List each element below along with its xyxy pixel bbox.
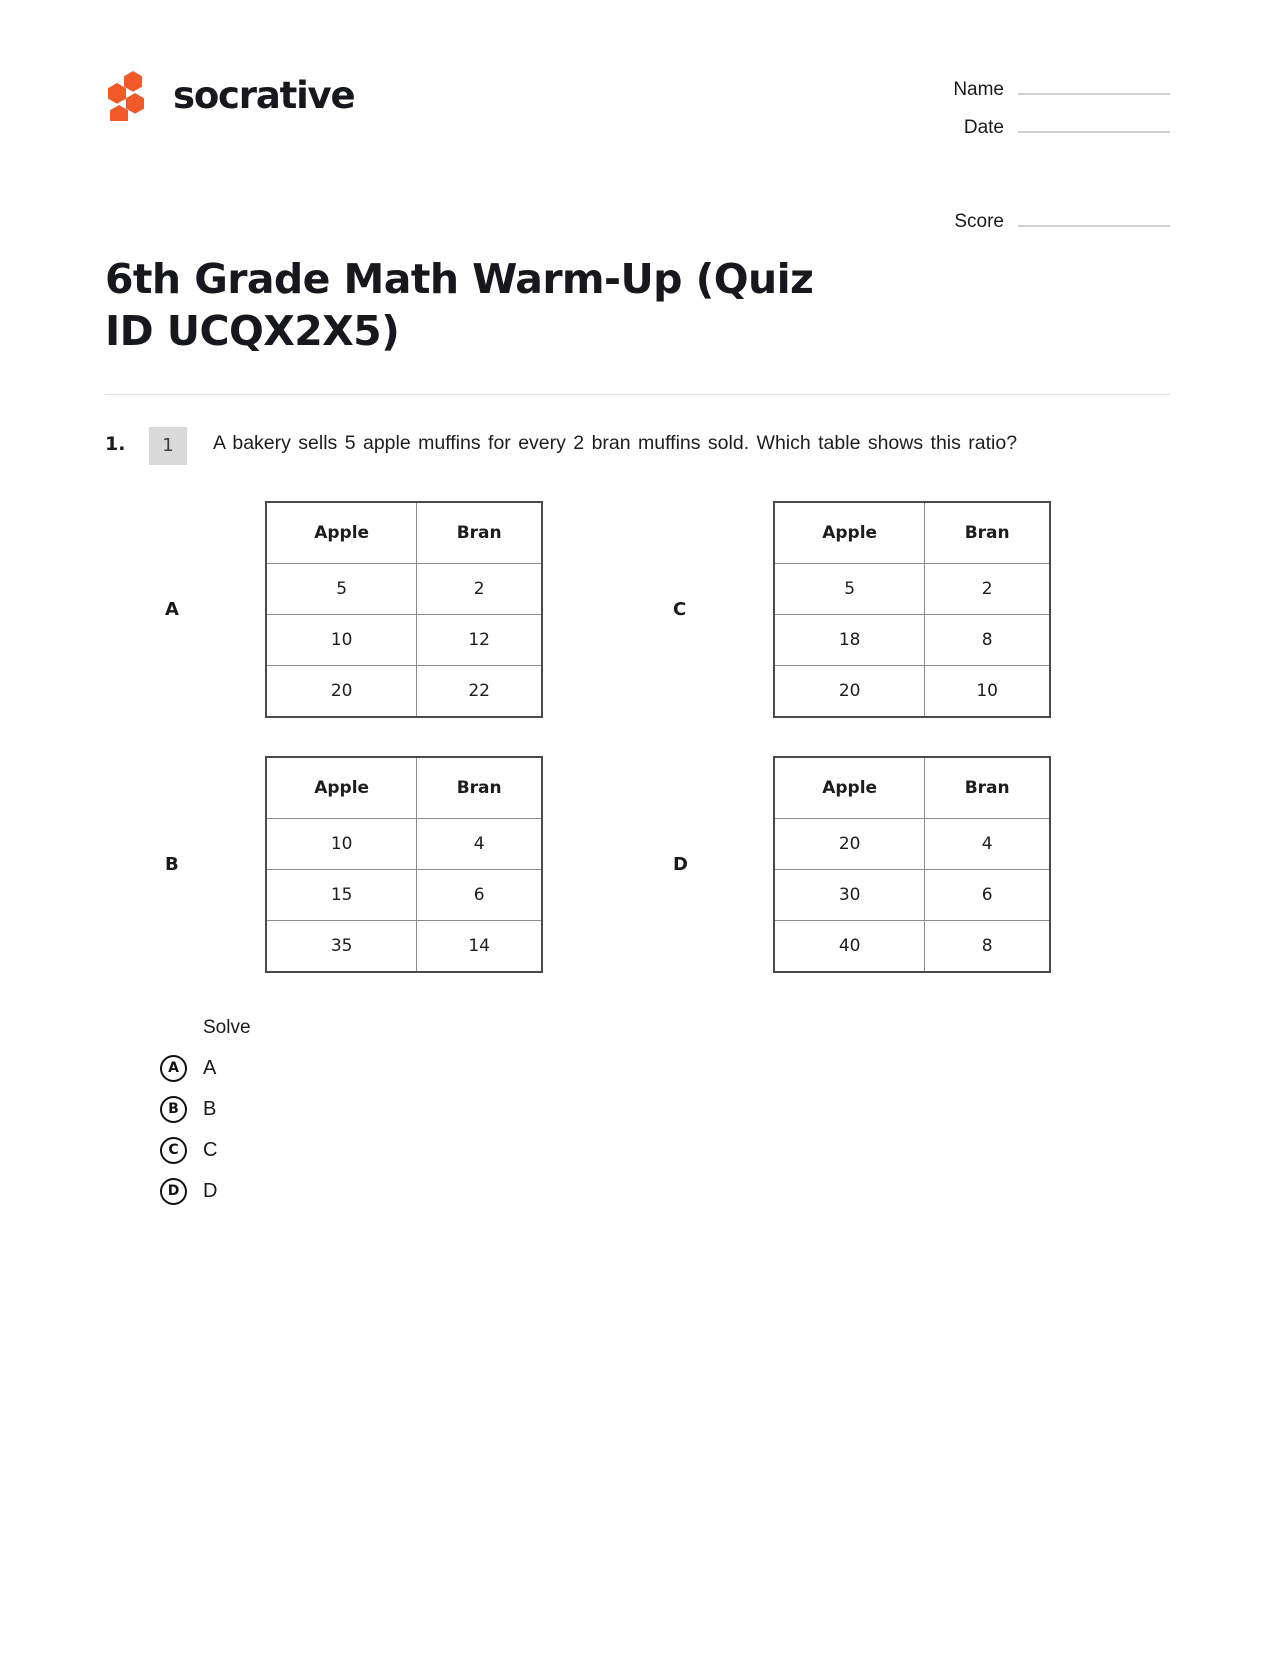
answer-bubble-b[interactable]: B <box>160 1096 187 1123</box>
cell-apple: 18 <box>774 614 925 665</box>
cell-apple: 20 <box>774 665 925 717</box>
cell-apple: 40 <box>774 920 925 972</box>
answer-label-c: C <box>203 1138 218 1161</box>
answer-bubble-c[interactable]: C <box>160 1137 187 1164</box>
cell-apple: 35 <box>266 920 417 972</box>
name-field-label: Name <box>953 79 1004 100</box>
answer-choice-a[interactable] <box>160 1055 1275 1082</box>
table-row <box>266 665 542 717</box>
question-number: 1. <box>105 432 126 455</box>
table-row <box>774 920 1050 972</box>
table-row <box>774 563 1050 614</box>
table-row <box>774 818 1050 869</box>
answer-choice-c[interactable] <box>160 1137 1275 1164</box>
answer-label-b: B <box>203 1097 217 1120</box>
answer-choice-b[interactable] <box>160 1096 1275 1123</box>
cell-bran: 2 <box>417 563 542 614</box>
table-row <box>266 614 542 665</box>
socrative-hexagons-logo-icon <box>105 69 157 121</box>
table-option-d-letter: D <box>673 853 688 875</box>
student-meta-fields <box>915 73 1170 243</box>
name-field-row <box>915 73 1170 101</box>
cell-bran: 22 <box>417 665 542 717</box>
question-block <box>0 423 1275 465</box>
score-field-label: Score <box>954 211 1004 232</box>
answer-bubble-d[interactable]: D <box>160 1178 187 1205</box>
date-field-label: Date <box>963 117 1004 138</box>
page-title: 6th Grade Math Warm-Up (Quiz ID UCQX2X5) <box>105 255 814 356</box>
question-badge: 1 <box>149 427 187 465</box>
cell-bran: 10 <box>925 665 1050 717</box>
title-block <box>0 245 1275 358</box>
table-header-row <box>266 757 542 819</box>
cell-apple: 10 <box>266 614 417 665</box>
ratio-table-d <box>773 756 1051 973</box>
cell-bran: 4 <box>925 818 1050 869</box>
cell-bran: 8 <box>925 614 1050 665</box>
ratio-table-c <box>773 501 1051 718</box>
cell-apple: 10 <box>266 818 417 869</box>
date-field-row <box>915 111 1170 139</box>
date-field-line[interactable] <box>1018 111 1170 133</box>
cell-apple: 20 <box>266 665 417 717</box>
table-row <box>266 818 542 869</box>
question-header <box>105 423 1170 465</box>
table-row <box>774 665 1050 717</box>
answer-label-a: A <box>203 1056 217 1079</box>
column-header-apple: Apple <box>266 757 417 819</box>
table-row <box>774 614 1050 665</box>
table-option-c <box>615 501 1115 718</box>
column-header-apple: Apple <box>774 757 925 819</box>
score-field-row <box>915 205 1170 233</box>
table-row <box>266 869 542 920</box>
answer-label-d: D <box>203 1179 218 1202</box>
answer-section-heading: Solve <box>203 1016 251 1038</box>
column-header-apple: Apple <box>266 502 417 564</box>
header-divider <box>105 394 1170 395</box>
column-header-bran: Bran <box>417 502 542 564</box>
tables-row-top <box>105 501 1275 718</box>
score-field-line[interactable] <box>1018 205 1170 227</box>
tables-row-bottom <box>105 756 1275 973</box>
column-header-bran: Bran <box>925 502 1050 564</box>
page-header <box>0 0 1275 243</box>
table-option-b <box>105 756 605 973</box>
table-option-c-letter: C <box>673 598 687 620</box>
table-option-b-letter: B <box>165 853 179 875</box>
brand-logo <box>105 69 354 121</box>
table-header-row <box>774 502 1050 564</box>
column-header-bran: Bran <box>417 757 542 819</box>
answer-tables-area <box>0 501 1275 973</box>
table-option-a <box>105 501 605 718</box>
table-row <box>266 563 542 614</box>
ratio-table-a <box>265 501 543 718</box>
cell-apple: 5 <box>266 563 417 614</box>
cell-bran: 4 <box>417 818 542 869</box>
answer-bubble-a[interactable]: A <box>160 1055 187 1082</box>
table-header-row <box>774 757 1050 819</box>
table-option-a-letter: A <box>165 598 179 620</box>
cell-apple: 15 <box>266 869 417 920</box>
table-option-d <box>615 756 1115 973</box>
brand-name: socrative <box>173 73 355 117</box>
question-text: A bakery sells 5 apple muffins for every 2 bran muffins sold. Which table shows this ratio? <box>213 431 1018 454</box>
cell-bran: 6 <box>417 869 542 920</box>
answer-choice-d[interactable] <box>160 1178 1275 1205</box>
table-row <box>266 920 542 972</box>
cell-bran: 8 <box>925 920 1050 972</box>
column-header-bran: Bran <box>925 757 1050 819</box>
cell-bran: 12 <box>417 614 542 665</box>
cell-bran: 6 <box>925 869 1050 920</box>
table-header-row <box>266 502 542 564</box>
table-row <box>774 869 1050 920</box>
cell-apple: 5 <box>774 563 925 614</box>
ratio-table-b <box>265 756 543 973</box>
cell-apple: 20 <box>774 818 925 869</box>
cell-bran: 2 <box>925 563 1050 614</box>
cell-bran: 14 <box>417 920 542 972</box>
column-header-apple: Apple <box>774 502 925 564</box>
name-field-line[interactable] <box>1018 73 1170 95</box>
cell-apple: 30 <box>774 869 925 920</box>
answer-choices-section <box>0 1017 1275 1205</box>
